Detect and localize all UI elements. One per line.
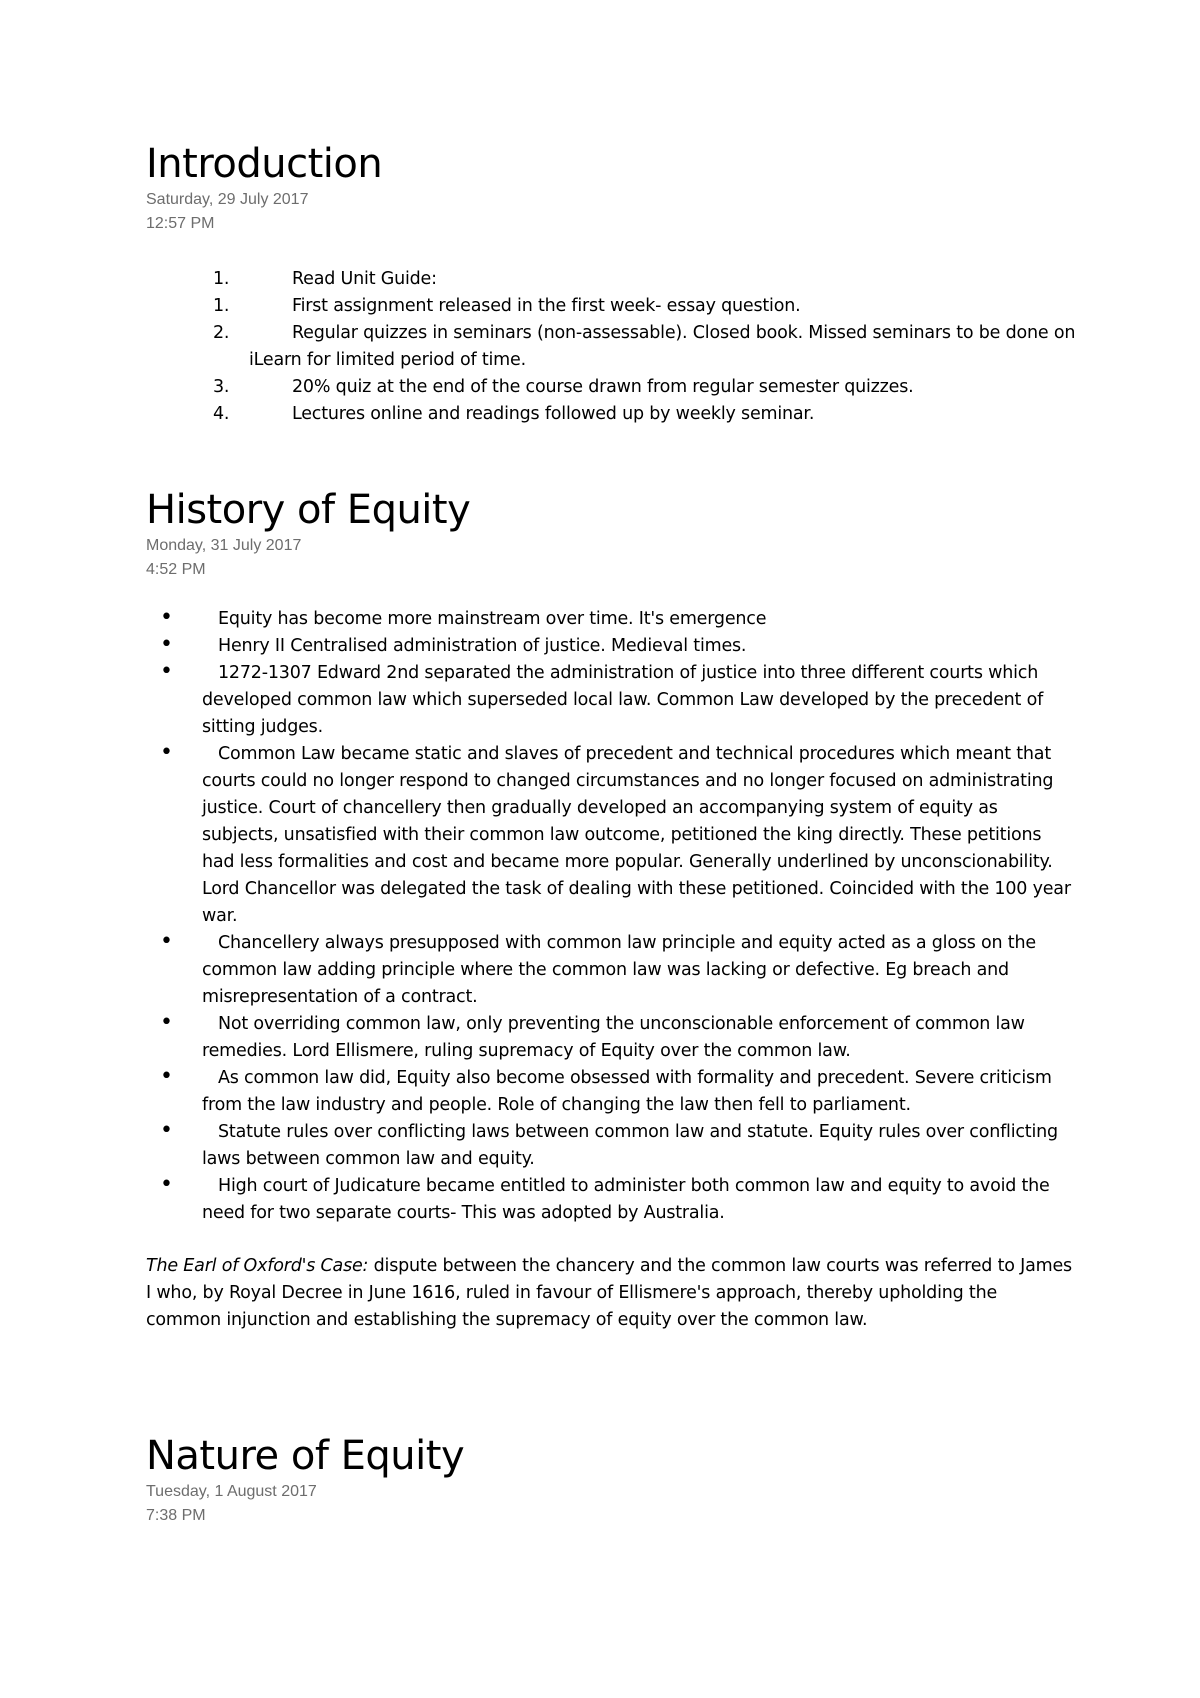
list-item bbox=[146, 660, 1076, 741]
bullet-icon: • bbox=[160, 740, 173, 765]
bullet-icon: • bbox=[160, 1172, 173, 1197]
list-item bbox=[146, 293, 1076, 320]
section-time: 4:52 PM bbox=[146, 561, 206, 578]
list-item bbox=[146, 633, 1076, 660]
list-text: Lectures online and readings followed up by weekly seminar. bbox=[292, 404, 815, 424]
bullet-icon: • bbox=[160, 1118, 173, 1143]
list-text: 1272-1307 Edward 2nd separated the administration of justice into three different courts which developed common law which superseded local law. Common Law developed by the precedent of sitting judges. bbox=[202, 663, 1044, 737]
list-number: 1. bbox=[213, 296, 230, 316]
list-text: Equity has become more mainstream over time. It's emergence bbox=[218, 609, 767, 629]
list-item bbox=[146, 930, 1076, 1011]
bullet-icon: • bbox=[160, 632, 173, 657]
list-number: 1. bbox=[213, 269, 230, 289]
list-number: 2. bbox=[213, 323, 230, 343]
list-item bbox=[146, 266, 1076, 293]
case-paragraph bbox=[146, 1253, 1076, 1334]
list-text: Henry II Centralised administration of justice. Medieval times. bbox=[218, 636, 747, 656]
section-date: Tuesday, 1 August 2017 bbox=[146, 1483, 317, 1500]
bullet-icon: • bbox=[160, 1010, 173, 1035]
list-text: Regular quizzes in seminars (non-assessable). Closed book. Missed seminars to be done on iLearn for limited period of time. bbox=[249, 323, 1076, 370]
section-time: 12:57 PM bbox=[146, 215, 215, 232]
intro-list bbox=[146, 266, 1076, 428]
section-date: Saturday, 29 July 2017 bbox=[146, 191, 309, 208]
list-text: Read Unit Guide: bbox=[292, 269, 437, 289]
case-text: dispute between the chancery and the common law courts was referred to James I who, by Royal Decree in June 1616, ruled in favour of Ellismere's approach, thereby upholding the common injunction and establishing the supremacy of equity over the common law. bbox=[146, 1256, 1072, 1330]
list-item bbox=[146, 1119, 1076, 1173]
list-text: Not overriding common law, only preventing the unconscionable enforcement of common law remedies. Lord Ellismere, ruling supremacy of Equity over the common law. bbox=[202, 1014, 1025, 1061]
list-text: 20% quiz at the end of the course drawn from regular semester quizzes. bbox=[292, 377, 914, 397]
bullet-icon: • bbox=[160, 929, 173, 954]
list-item bbox=[146, 374, 1076, 401]
section-title: History of Equity bbox=[146, 487, 471, 533]
history-bullet-list bbox=[146, 606, 1076, 1227]
list-item bbox=[146, 1011, 1076, 1065]
bullet-icon: • bbox=[160, 659, 173, 684]
section-date: Monday, 31 July 2017 bbox=[146, 537, 302, 554]
list-item bbox=[146, 1065, 1076, 1119]
list-text: Statute rules over conflicting laws between common law and statute. Equity rules over conflicting laws between common law and equity. bbox=[202, 1122, 1058, 1169]
section-introduction bbox=[146, 140, 1076, 428]
list-number: 4. bbox=[213, 404, 230, 424]
case-name: The Earl of Oxford's Case: bbox=[146, 1256, 369, 1276]
list-item bbox=[146, 741, 1076, 930]
list-number: 3. bbox=[213, 377, 230, 397]
list-text: High court of Judicature became entitled to administer both common law and equity to avoid the need for two separate courts- This was adopted by Australia. bbox=[202, 1176, 1050, 1223]
list-text: Common Law became static and slaves of precedent and technical procedures which meant that courts could no longer respond to changed circumstances and no longer focused on administrating justice. Court of chancellery then gradually developed an accompanying system of equity as subjects, unsatisfied with their common law outcome, petitioned the king directly. These petitions had less formalities and cost and became more popular. Generally underlined by unconscionability. Lord Chancellor was delegated the task of dealing with these petitioned. Coincided with the 100 year war. bbox=[202, 744, 1071, 926]
list-text: Chancellery always presupposed with common law principle and equity acted as a gloss on the common law adding principle where the common law was lacking or defective. Eg breach and misrepresentation of a contract. bbox=[202, 933, 1036, 1007]
section-time: 7:38 PM bbox=[146, 1507, 206, 1524]
list-item bbox=[146, 606, 1076, 633]
list-text: First assignment released in the first week- essay question. bbox=[292, 296, 801, 316]
list-item bbox=[146, 401, 1076, 428]
list-text: As common law did, Equity also become obsessed with formality and precedent. Severe criticism from the law industry and people. Role of changing the law then fell to parliament. bbox=[202, 1068, 1052, 1115]
section-title: Introduction bbox=[146, 141, 383, 187]
section-history bbox=[146, 486, 1076, 1334]
list-item bbox=[146, 320, 1076, 374]
bullet-icon: • bbox=[160, 1064, 173, 1089]
list-item bbox=[146, 1173, 1076, 1227]
section-title: Nature of Equity bbox=[146, 1433, 465, 1479]
bullet-icon: • bbox=[160, 605, 173, 630]
section-nature bbox=[146, 1432, 1076, 1528]
